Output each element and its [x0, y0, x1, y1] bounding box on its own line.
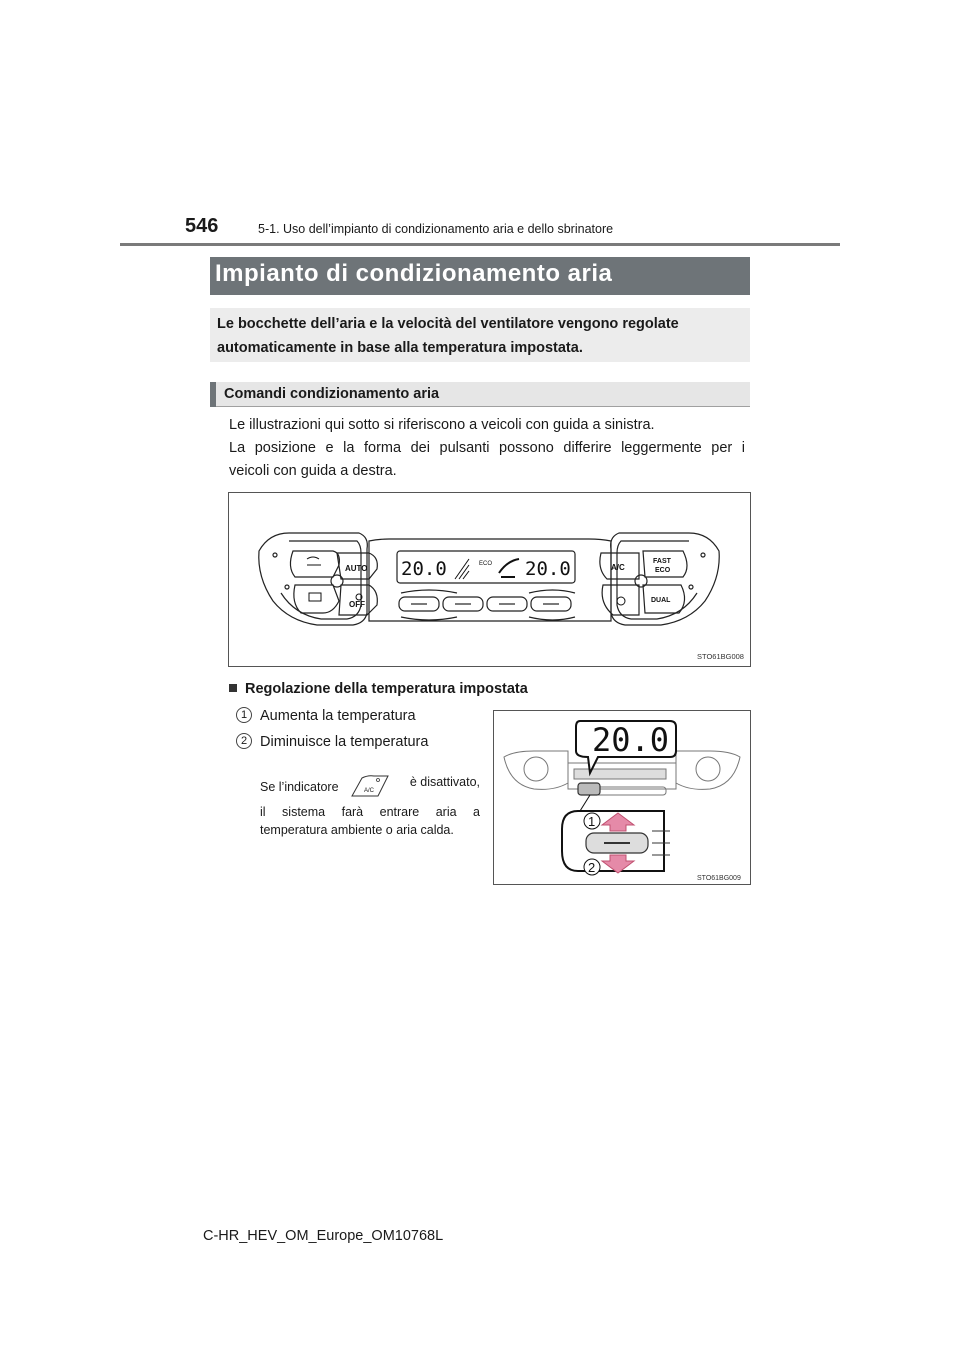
recirculation-button	[602, 585, 639, 615]
callout-temp-display: 20.0	[592, 721, 670, 759]
header-rule	[120, 243, 840, 246]
temperature-adjust-figure	[493, 710, 751, 885]
section-title: 5-1. Uso dell’impianto di condizionamento aria e dello sbrinatore	[258, 222, 614, 236]
fast-eco-label: ECO	[655, 567, 671, 574]
climate-panel-illustration	[229, 493, 750, 666]
label-2: 2	[588, 860, 596, 875]
fan-speed-icon	[455, 559, 469, 579]
seat-heater-left-dot	[273, 553, 277, 557]
recirculation-icon	[617, 597, 625, 605]
seat-heater-right-dot	[701, 553, 705, 557]
climate-panel-figure	[228, 492, 751, 667]
footer-doc-id: C-HR_HEV_OM_Europe_OM10768L	[203, 1228, 444, 1244]
ac-indicator-icon	[348, 774, 392, 798]
dual-label: DUAL	[651, 597, 671, 604]
right-wing-knob	[696, 757, 720, 781]
defrost-button	[290, 551, 339, 577]
label-1: 1	[588, 814, 596, 829]
body-line-2: La posizione e la forma dei pulsanti possono differire leggermente per i	[229, 440, 745, 456]
intro-text	[217, 312, 739, 360]
item-1-badge: 1	[236, 707, 252, 723]
figure1-caption: STO61BG008	[697, 652, 744, 661]
subheading: Comandi condizionamento aria	[224, 386, 440, 402]
item-2-badge: 2	[236, 733, 252, 749]
fast-label: FAST	[653, 558, 671, 565]
left-wing-knob	[524, 757, 548, 781]
mini-display	[574, 769, 666, 779]
note-line-3: temperatura ambiente o aria calda.	[260, 823, 454, 837]
page-number: 546	[185, 215, 219, 237]
intro-line-1: Le bocchette dell’aria e la velocità del ventilatore vengono regolate	[217, 316, 679, 332]
note-prefix: Se l’indicatore	[260, 780, 339, 794]
body-line-3: veicoli con guida a destra.	[229, 463, 397, 479]
highlighted-temp-button	[578, 783, 600, 795]
defrost-icon	[307, 557, 321, 565]
right-knob-center	[635, 575, 647, 587]
left-temp-display: 20.0	[401, 558, 447, 580]
temp-left-down-chevron	[401, 617, 457, 620]
temperature-adjust-illustration	[494, 711, 750, 884]
subheading-bar	[210, 382, 216, 407]
body-paragraph	[229, 414, 745, 483]
ac-label: A/C	[611, 563, 625, 572]
figure2-caption: STO61BG009	[697, 875, 741, 882]
bullet-heading-text: Regolazione della temperatura impostata	[245, 681, 528, 697]
rear-defrost-button	[294, 585, 339, 613]
note-line-2: il sistema farà entrare aria a	[260, 805, 480, 819]
page-title: Impianto di condizionamento aria	[215, 260, 613, 287]
right-temp-display: 20.0	[525, 558, 571, 580]
item-2-text: Diminuisce la temperatura	[260, 734, 429, 750]
ac-indicator-label: A/C	[364, 788, 375, 794]
eco-indicator: ECO	[479, 561, 493, 567]
note-line-1	[260, 774, 480, 798]
note-suffix: è disattivato,	[409, 775, 480, 789]
left-knob-center	[331, 575, 343, 587]
body-line-1: Le illustrazioni qui sotto si riferiscono a veicoli con guida a sinistra.	[229, 417, 655, 433]
rear-defrost-icon	[309, 593, 321, 601]
item-1-text: Aumenta la temperatura	[260, 708, 416, 724]
bullet-square-icon	[229, 684, 237, 692]
temp-right-down-chevron	[529, 617, 575, 620]
intro-line-2: automaticamente in base alla temperatura impostata.	[217, 340, 583, 356]
off-label: OFF	[349, 600, 365, 609]
auto-label: AUTO	[345, 564, 368, 573]
temp-right-up-chevron	[529, 590, 575, 593]
bullet-heading	[229, 681, 528, 697]
temp-left-up-chevron	[401, 590, 457, 593]
airflow-mode-icon	[499, 559, 519, 577]
